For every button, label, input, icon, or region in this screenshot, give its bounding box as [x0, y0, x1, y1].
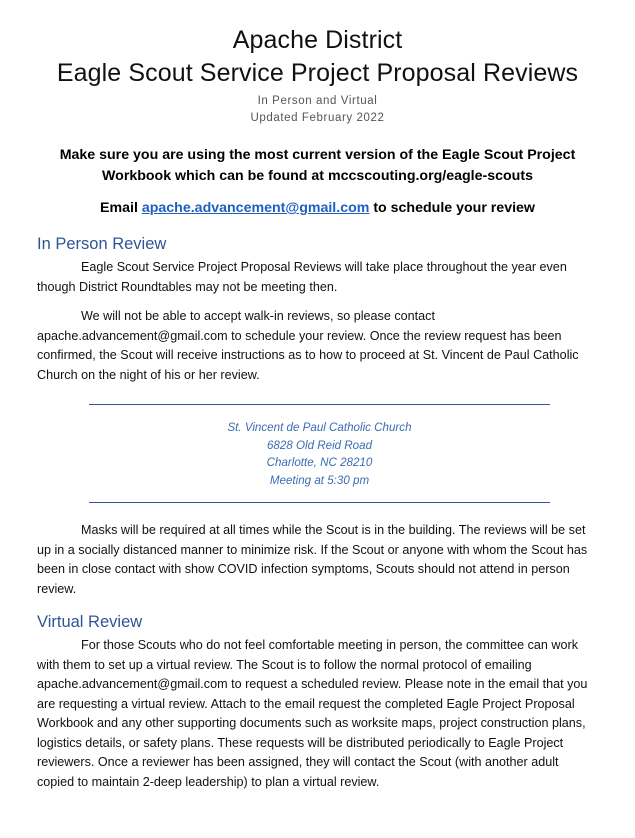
email-link[interactable]: apache.advancement@gmail.com — [141, 200, 370, 216]
workbook-notice — [30, 145, 605, 187]
address-divider-top — [89, 404, 550, 405]
in-person-paragraph-2: We will not be able to accept walk-in reviews, so please contact apache.advancement@gmail.com to schedule your review. Once the review request has been confirmed, the Scout will receive instructions as to how to proceed at St. Vincent de Paul Catholic Church on the night of his or her review. — [37, 309, 579, 382]
page-title-line1: Apache District — [232, 26, 403, 54]
virtual-review-heading: Virtual Review — [37, 613, 143, 631]
in-person-heading: In Person Review — [37, 235, 167, 253]
workbook-notice-line1: Make sure you are using the most current version of the Eagle Scout Project — [59, 147, 576, 163]
address-divider-bottom — [89, 502, 550, 503]
church-address-block — [4, 419, 635, 489]
email-suffix: to schedule your review — [369, 200, 535, 216]
page-title-line2: Eagle Scout Service Project Proposal Reviews — [56, 59, 579, 87]
masks-paragraph: Masks will be required at all times while the Scout is in the building. The reviews will be set up in a socially distanced manner to minimize risk. If the Scout or anyone with whom the Scout has been in close contact with show COVID infection symptoms, Scouts should not attend in person review. — [37, 523, 588, 596]
church-street: 6828 Old Reid Road — [266, 438, 373, 452]
virtual-paragraph: For those Scouts who do not feel comfortable meeting in person, the committee can work with them to set up a virtual review. The Scout is to follow the normal protocol of emailing apache.advancement@gmail.com to request a scheduled review. Please note in the email that you are requesting a virtual review. Attach to the email request the completed Eagle Project Proposal Workbook and any other supporting documents such as worksite maps, project construction plans, logistics details, or safety plans. These requests will be distributed periodically to Eagle Project reviewers. Once a reviewer has been assigned, they will contact the Scout (with another adult copied to maintain 2-deep leadership) to plan a virtual review. — [37, 638, 588, 789]
meeting-time: Meeting at 5:30 pm — [269, 473, 370, 487]
church-city: Charlotte, NC 28210 — [266, 456, 373, 469]
subtitle-line1: In Person and Virtual — [257, 95, 378, 107]
workbook-notice-line2: Workbook which can be found at mccscouting.org/eagle-scouts — [102, 168, 533, 184]
email-instruction — [0, 198, 635, 219]
subtitle-line2: Updated February 2022 — [250, 112, 385, 124]
email-prefix: Email — [100, 200, 142, 216]
in-person-paragraph-1: Eagle Scout Service Project Proposal Reviews will take place throughout the year even though District Roundtables may not be meeting then. — [37, 260, 567, 294]
church-name: St. Vincent de Paul Catholic Church — [227, 421, 412, 434]
